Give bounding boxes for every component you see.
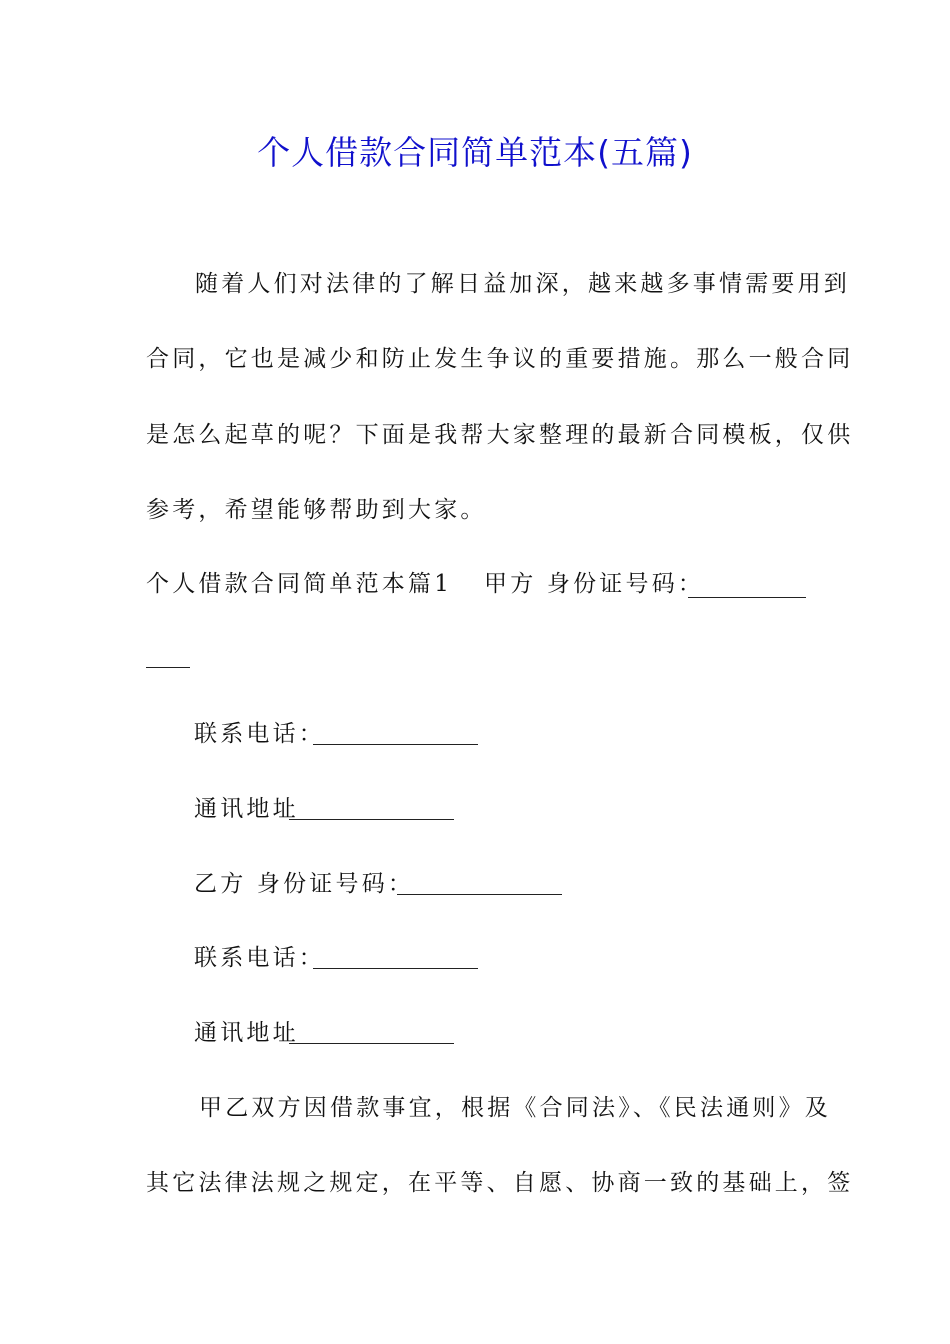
party-b-id-row xyxy=(194,868,414,900)
party-a-id-blank[interactable] xyxy=(688,575,806,598)
party-a-phone-label: 联系电话： xyxy=(194,721,325,747)
intro-line-2: 合同，它也是减少和防止发生争议的重要措施。那么一般合同 xyxy=(146,346,854,372)
party-b-address-row xyxy=(194,1017,299,1049)
intro-line-4: 参考，希望能够帮助到大家。 xyxy=(146,497,487,523)
party-a-address-blank[interactable] xyxy=(289,797,454,820)
party-a-id-row xyxy=(484,568,704,600)
party-a-address-label: 通讯地址 xyxy=(194,796,299,822)
party-b-address-label: 通讯地址 xyxy=(194,1020,299,1046)
party-b-id-label: 乙方 身份证号码： xyxy=(194,871,415,897)
party-b-address-blank[interactable] xyxy=(289,1021,454,1044)
party-a-phone-blank[interactable] xyxy=(313,722,478,745)
section-heading-text: 个人借款合同简单范本篇1 xyxy=(146,571,453,597)
party-a-phone-row xyxy=(194,718,325,750)
document-title: 个人借款合同简单范本(五篇) xyxy=(257,133,693,172)
agreement-line-1: 甲乙双方因借款事宜，根据《合同法》、《民法通则》及 xyxy=(199,1095,831,1121)
intro-line-1: 随着人们对法律的了解日益加深，越来越多事情需要用到 xyxy=(195,271,850,297)
party-b-phone-blank[interactable] xyxy=(313,946,478,969)
party-a-id-label: 甲方 身份证号码： xyxy=(484,571,705,597)
party-b-id-blank[interactable] xyxy=(397,872,562,895)
party-a-address-row xyxy=(194,793,299,825)
party-b-phone-label: 联系电话： xyxy=(194,945,325,971)
party-b-phone-row xyxy=(194,942,325,974)
section-heading xyxy=(146,568,452,600)
party-a-id-blank-continued[interactable] xyxy=(146,645,190,668)
intro-line-3: 是怎么起草的呢？下面是我帮大家整理的最新合同模板，仅供 xyxy=(146,422,854,448)
agreement-line-2: 其它法律法规之规定，在平等、自愿、协商一致的基础上，签 xyxy=(146,1170,854,1196)
